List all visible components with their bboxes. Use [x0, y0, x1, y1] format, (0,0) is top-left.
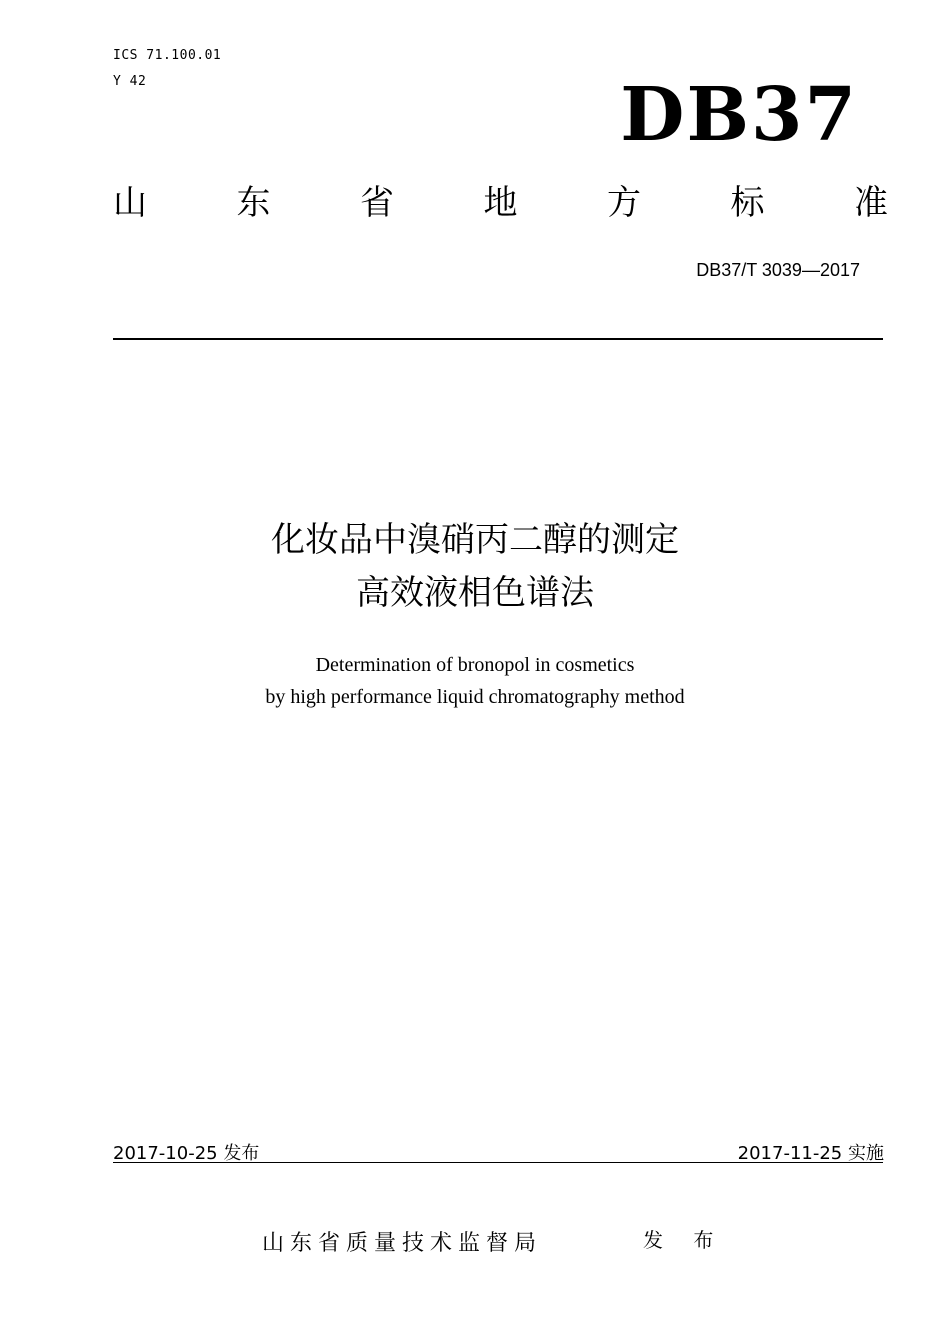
category-code: Y 42 — [113, 74, 147, 89]
standard-type-title — [113, 183, 888, 223]
standard-type-char: 山 — [113, 183, 147, 223]
top-divider — [113, 338, 883, 340]
bottom-divider — [113, 1162, 883, 1163]
ics-code: ICS 71.100.01 — [113, 48, 222, 63]
publisher-name: 山东省质量技术监督局 — [262, 1231, 543, 1256]
standard-type-char: 方 — [607, 183, 641, 223]
publish-label: 发 布 — [643, 1228, 726, 1252]
title-zh-line1: 化妆品中溴硝丙二醇的测定 — [271, 520, 679, 560]
db-code: DB37 — [620, 72, 858, 158]
standard-type-char: 标 — [730, 183, 765, 223]
standard-type-char: 省 — [360, 183, 394, 223]
issue-date: 2017-10-25 发布 — [113, 1143, 260, 1164]
title-zh-line2: 高效液相色谱法 — [356, 573, 594, 613]
standard-type-char: 准 — [854, 183, 888, 223]
standard-number: DB37/T 3039—2017 — [696, 260, 860, 280]
implementation-date: 2017-11-25 实施 — [737, 1143, 884, 1164]
title-en-line2: by high performance liquid chromatography method — [265, 686, 685, 708]
title-en-line1: Determination of bronopol in cosmetics — [315, 654, 635, 676]
standard-type-char: 地 — [483, 183, 518, 223]
standard-type-char: 东 — [236, 183, 271, 223]
